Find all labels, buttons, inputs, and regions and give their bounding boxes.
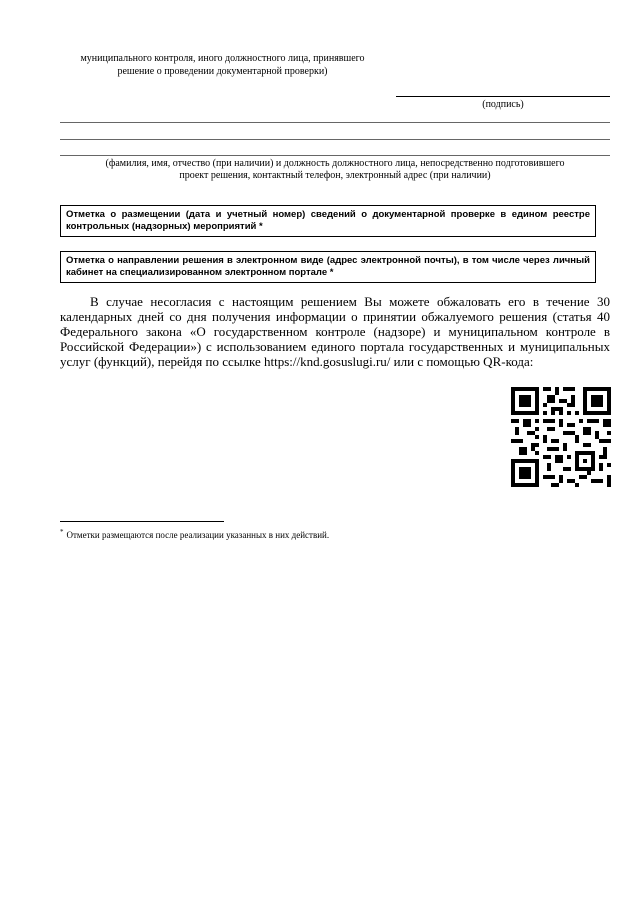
sending-mark-box: Отметка о направлении решения в электронном виде (адрес электронной почты), в том числе через личный кабинет на специализированном электронном портале *: [60, 251, 596, 283]
signature-label: (подпись): [482, 99, 524, 110]
official-caption-line-2: решение о проведении документарной проверки): [117, 66, 328, 77]
fill-line-3: [60, 155, 610, 156]
preparer-caption-line-1: (фамилия, имя, отчество (при наличии) и должность должностного лица, непосредственно подготовившего: [105, 158, 565, 169]
footnote-text: Отметки размещаются после реализации указанных в них действий.: [66, 530, 330, 540]
fill-line-2: [60, 139, 610, 140]
footnote-mark: *: [60, 528, 64, 536]
footnote-separator: [60, 521, 224, 522]
publication-mark-box: Отметка о размещении (дата и учетный номер) сведений о документарной проверке в едином реестре контрольных (надзорных) мероприятий *: [60, 205, 596, 237]
preparer-caption-line-2: проект решения, контактный телефон, электронный адрес (при наличии): [179, 170, 491, 181]
official-caption: [60, 52, 385, 78]
official-caption-line-1: муниципального контроля, иного должностного лица, принявшего: [80, 53, 365, 64]
fill-line-1: [60, 122, 610, 123]
signature-line: [396, 96, 610, 97]
preparer-caption: [60, 158, 610, 182]
qr-code-icon[interactable]: [511, 387, 611, 487]
appeal-paragraph: В случае несогласия с настоящим решением Вы можете обжаловать его в течение 30 календарных дней со дня получения информации о принятии обжалуемого решения (статья 40 Федерального закона «О государственном контроле (надзоре) и муниципальном контроле в Российской Федерации») с использованием единого портала государственных и муниципальных услуг (функций), перейдя по ссылке https://knd.gosuslugi.ru/ или с помощью QR-кода:: [60, 294, 610, 369]
footnote: [60, 526, 610, 541]
